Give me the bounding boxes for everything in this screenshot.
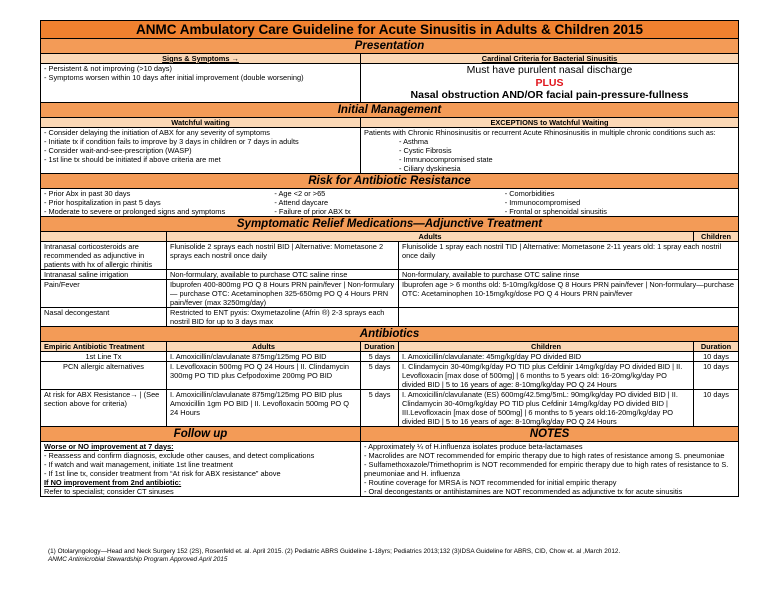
abx-children: I. Amoxicillin/clavulanate: 45mg/kg/day PO divided BID: [399, 351, 694, 361]
notes-box: [361, 441, 739, 496]
abx-adult-duration: 5 days: [361, 351, 399, 361]
signs-header: Signs & Symptoms →: [41, 54, 361, 64]
criteria-plus: PLUS: [535, 76, 564, 89]
followup-worse-header: Worse or NO improvement at 7 days:: [44, 441, 174, 451]
risk-col-2: [274, 189, 504, 216]
followup-second-header: If NO improvement from 2nd antibiotic:: [44, 477, 182, 487]
abx-label: 1st Line Tx: [41, 351, 167, 361]
risk-factors: [41, 188, 739, 216]
abx-child-duration: 10 days: [694, 351, 739, 361]
watchful-header: Watchful waiting: [41, 117, 361, 127]
risk-col-3: [505, 189, 735, 216]
section-notes: NOTES: [361, 426, 739, 441]
exceptions-header: EXCEPTIONS to Watchful Waiting: [361, 117, 739, 127]
note-item: - Sulfamethoxazole/Trimethoprim is NOT recommended for empiric therapy due to high rates of resistance to S. pneumoniae and H. influenza: [364, 459, 729, 478]
symptomatic-children: Flunisolide 1 spray each nostril TID | Alternative: Mometasone 2-11 years old: 1 spray each nostril once daily: [399, 241, 739, 269]
risk-item: - Immunocompromised: [504, 197, 581, 207]
sign-item: - Symptoms worsen within 10 days after initial improvement (double worsening): [44, 73, 304, 82]
section-followup: Follow up: [41, 426, 361, 441]
footer-references: (1) Otolaryngology—Head and Neck Surgery 152 (2S), Rosenfeld et. al. April 2015. (2) Pediatric ABRS Guideline 1-18yrs; Pediatrics 2013;132 (3)IDSA Guideline for ABRS, CID, Chow et. al ,March 2012.: [48, 548, 621, 555]
risk-col-1: [44, 189, 274, 216]
followup-box: [41, 441, 361, 496]
symptomatic-label: Pain/Fever: [41, 279, 167, 307]
exception-item: - Cystic Fibrosis: [399, 145, 452, 155]
abx-adult-duration: 5 days: [361, 389, 399, 426]
watchful-item: - 1st line tx should be initiated if above criteria are met: [44, 154, 221, 164]
criteria-line3: Nasal obstruction AND/OR facial pain-pressure-fullness: [410, 89, 689, 101]
symptomatic-children: [399, 307, 739, 326]
symptomatic-children: Non-formulary, available to purchase OTC saline rinse: [399, 269, 739, 279]
symptomatic-adults: Ibuprofen 400-800mg PO Q 8 Hours PRN pain/fever | Non-formulary— purchase OTC: Acetaminophen 325-650mg PO Q 4 Hours PRN pain/fever (max 3250mg/day): [167, 279, 399, 307]
abx-row: [41, 389, 739, 426]
watchful-item: - Consider wait-and-see-prescription (WASP): [44, 145, 192, 155]
abx-children: I. Amoxicillin/clavulanate (ES) 600mg/42.5mg/5mL: 90mg/kg/day PO divided BID | II. Clindamycin 30-40mg/kg/day PO TID plus Cefdinir 14mg/kg/day PO divided BID | III.Levofloxacin [max dose of 500mg] | 6 months to 5 years old:16-20mg/kg/day PO divided BID | 5 to 16 years of age: 8-10mg/kg/day PO Q 24 Hours: [399, 389, 694, 426]
exception-item: - Ciliary dyskinesia: [399, 163, 461, 173]
exception-item: - Asthma: [399, 136, 429, 146]
risk-item: - Moderate to severe or prolonged signs and symptoms: [44, 206, 226, 216]
risk-item: - Failure of prior ABX tx: [274, 206, 351, 216]
document-title: ANMC Ambulatory Care Guideline for Acute Sinusitis in Adults & Children 2015: [41, 21, 739, 39]
abx-header-children: Children: [399, 341, 694, 351]
watchful-item: - Initiate tx if condition fails to improve by 3 days in children or 7 days in adults: [44, 136, 299, 146]
abx-label: PCN allergic alternatives: [41, 361, 167, 389]
guideline-document: [40, 20, 738, 497]
section-risk: Risk for Antibiotic Resistance: [41, 173, 739, 188]
exception-item: - Immunocompromised state: [399, 154, 493, 164]
footer-approval: ANMC Antimicrobial Stewardship Program Approved April 2015: [48, 556, 228, 563]
guideline-table: [40, 20, 739, 497]
abx-children: I. Clindamycin 30-40mg/kg/day PO TID plus Cefdinir 14mg/kg/day PO divided BID | II. Levofloxacin [max dose of 500mg] | 6 months to 5 years old: 16-20mg/kg/day PO divided BID | 5 to 16 years of age: 8-10mg/kg/day PO Q 24 Hours: [399, 361, 694, 389]
symptomatic-row: [41, 279, 739, 307]
followup-second: Refer to specialist; consider CT sinuses: [44, 486, 174, 496]
symptomatic-row: [41, 307, 739, 326]
section-initial-management: Initial Management: [41, 102, 739, 117]
symptomatic-label: Nasal decongestant: [41, 307, 167, 326]
signs-list: [41, 64, 361, 103]
abx-row: [41, 361, 739, 389]
abx-child-duration: 10 days: [694, 361, 739, 389]
symptomatic-row: [41, 241, 739, 269]
symptomatic-children-header: Children: [694, 231, 739, 241]
footer: [48, 548, 620, 564]
symptomatic-adults-header: Adults: [167, 231, 694, 241]
note-item: - Macrolides are NOT recommended for empiric therapy due to high rates of resistance among S. pneumoniae: [364, 450, 725, 460]
risk-item: - Prior hospitalization in past 5 days: [44, 197, 161, 207]
note-item: - Routine coverage for MRSA is NOT recommended for initial empiric therapy: [364, 477, 617, 487]
risk-item: - Age <2 or >65: [274, 188, 326, 198]
abx-header-duration: Duration: [694, 341, 739, 351]
abx-header-duration: Duration: [361, 341, 399, 351]
risk-item: - Frontal or sphenoidal sinusitis: [504, 206, 607, 216]
symptomatic-adults: Flunisolide 2 sprays each nostril BID | Alternative: Mometasone 2 sprays each nostril once daily: [167, 241, 399, 269]
sign-item: - Persistent & not improving (>10 days): [44, 64, 172, 73]
followup-item: - If watch and wait management, initiate 1st line treatment: [44, 459, 233, 469]
section-symptomatic: Symptomatic Relief Medications—Adjunctive Treatment: [41, 216, 739, 231]
symptomatic-label: Intranasal corticosteroids are recommended as adjunctive in patients with hx of allergic rhinitis: [41, 241, 167, 269]
abx-label: At risk for ABX Resistance→ | (See section above for criteria): [41, 389, 167, 426]
symptomatic-adults: Non-formulary, available to purchase OTC saline rinse: [167, 269, 399, 279]
abx-adults: I. Amoxicillin/clavulanate 875mg/125mg PO BID: [167, 351, 361, 361]
criteria-header: Cardinal Criteria for Bacterial Sinusitis: [361, 54, 739, 64]
risk-item: - Comorbidities: [504, 188, 555, 198]
symptomatic-adults: Restricted to ENT pyxis: Oxymetazoline (Afrin ®) 2-3 sprays each nostril BID for up to 3 days max: [167, 307, 399, 326]
note-item: - Oral decongestants or antihistamines are NOT recommended as adjunctive tx for acute sinusitis: [364, 486, 683, 496]
followup-item: - If 1st line tx, consider treatment from “At risk for ABX resistance” above: [44, 468, 281, 478]
exceptions-list: [361, 127, 739, 173]
watchful-list: [41, 127, 361, 173]
abx-row: [41, 351, 739, 361]
followup-item: - Reassess and confirm diagnosis, exclude other causes, and detect complications: [44, 450, 315, 460]
exceptions-intro: Patients with Chronic Rhinosinusitis or recurrent Acute Rhinosinusitis in multiple chronic conditions such as:: [364, 127, 716, 137]
section-presentation: Presentation: [41, 39, 739, 54]
watchful-item: - Consider delaying the initiation of ABX for any severity of symptoms: [44, 127, 270, 137]
criteria-line1: Must have purulent nasal discharge: [466, 64, 633, 76]
symptomatic-label: Intranasal saline irrigation: [41, 269, 167, 279]
abx-header-treatment: Empiric Antibiotic Treatment: [41, 341, 167, 351]
symptomatic-children: Ibuprofen age > 6 months old: 5-10mg/kg/dose Q 8 Hours PRN pain/fever | Non-formulary—purchase OTC: Acetaminophen 10-15mg/kg/dose PO Q 4 Hours PRN pain/fever: [399, 279, 739, 307]
risk-item: - Prior Abx in past 30 days: [44, 188, 131, 198]
abx-child-duration: 10 days: [694, 389, 739, 426]
abx-header-adults: Adults: [167, 341, 361, 351]
risk-item: - Attend daycare: [274, 197, 329, 207]
criteria-box: [361, 64, 739, 103]
section-antibiotics: Antibiotics: [41, 326, 739, 341]
symptomatic-blank-header: [41, 231, 167, 241]
abx-adult-duration: 5 days: [361, 361, 399, 389]
abx-adults: I. Levofloxacin 500mg PO Q 24 Hours | II. Clindamycin 300mg PO TID plus Cefpodoxime 200mg PO BID: [167, 361, 361, 389]
symptomatic-row: [41, 269, 739, 279]
abx-adults: I. Amoxicillin/clavulanate 875mg/125mg PO BID plus Amoxicillin 1gm PO BID | II. Levofloxacin 500mg PO Q 24 Hours: [167, 389, 361, 426]
note-item: - Approximately ¼ of H.influenza isolates produce beta-lactamases: [364, 441, 583, 451]
